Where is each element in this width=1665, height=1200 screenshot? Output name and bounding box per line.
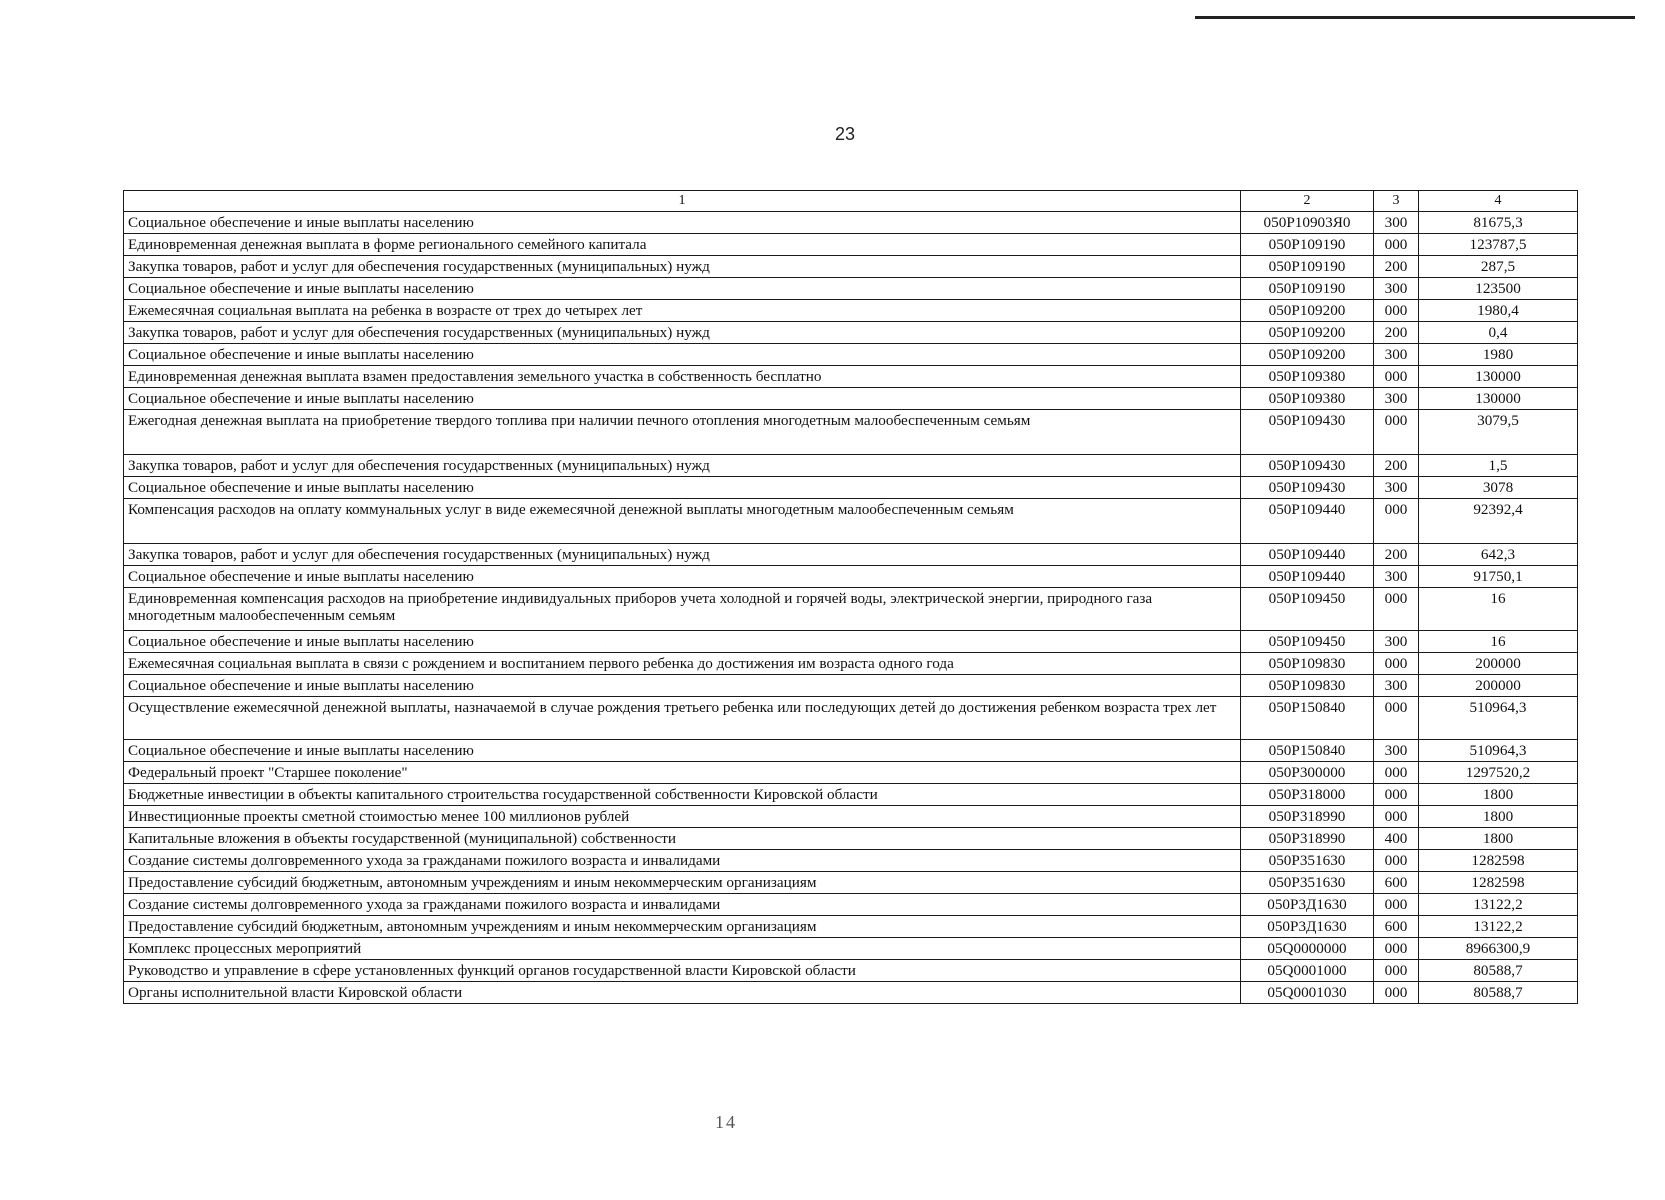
table-row [124,828,1578,850]
row-name-cell: Органы исполнительной власти Кировской области [124,982,1241,1004]
table-row [124,300,1578,322]
row-vr-cell: 300 [1374,278,1419,300]
table-row [124,850,1578,872]
row-name-cell: Единовременная денежная выплата в форме регионального семейного капитала [124,234,1241,256]
row-code-cell: 050P109440 [1241,499,1374,544]
table-row [124,455,1578,477]
row-vr-cell: 200 [1374,455,1419,477]
row-name-cell: Закупка товаров, работ и услуг для обеспечения государственных (муниципальных) нужд [124,455,1241,477]
row-sum-cell: 130000 [1419,366,1578,388]
table-row [124,762,1578,784]
row-code-cell: 050P10903Я0 [1241,212,1374,234]
table-row [124,588,1578,631]
table-row [124,366,1578,388]
row-vr-cell: 000 [1374,806,1419,828]
row-name-cell: Социальное обеспечение и иные выплаты населению [124,631,1241,653]
row-vr-cell: 300 [1374,740,1419,762]
table-row [124,872,1578,894]
row-code-cell: 050P150840 [1241,740,1374,762]
row-sum-cell: 1800 [1419,784,1578,806]
row-sum-cell: 1297520,2 [1419,762,1578,784]
table-row [124,697,1578,740]
table-row [124,566,1578,588]
row-vr-cell: 200 [1374,256,1419,278]
row-vr-cell: 000 [1374,938,1419,960]
row-name-cell: Предоставление субсидий бюджетным, автономным учреждениям и иным некоммерческим организациям [124,916,1241,938]
row-sum-cell: 13122,2 [1419,916,1578,938]
row-code-cell: 050P351630 [1241,872,1374,894]
row-name-cell: Создание системы долговременного ухода за гражданами пожилого возраста и инвалидами [124,894,1241,916]
row-name-cell: Ежемесячная социальная выплата на ребенка в возрасте от трех до четырех лет [124,300,1241,322]
row-name-cell: Предоставление субсидий бюджетным, автономным учреждениям и иным некоммерческим организациям [124,872,1241,894]
row-sum-cell: 3078 [1419,477,1578,499]
row-code-cell: 050P109190 [1241,278,1374,300]
row-vr-cell: 000 [1374,366,1419,388]
row-name-cell: Ежегодная денежная выплата на приобретение твердого топлива при наличии печного отопления многодетным малообеспеченным семьям [124,410,1241,455]
row-sum-cell: 510964,3 [1419,697,1578,740]
row-name-cell: Руководство и управление в сфере установленных функций органов государственной власти Кировской области [124,960,1241,982]
row-code-cell: 050P109190 [1241,234,1374,256]
row-code-cell: 050P109380 [1241,388,1374,410]
row-name-cell: Создание системы долговременного ухода за гражданами пожилого возраста и инвалидами [124,850,1241,872]
table-row [124,344,1578,366]
row-vr-cell: 000 [1374,960,1419,982]
footer-page-mark: 14 [715,1112,737,1132]
row-name-cell: Инвестиционные проекты сметной стоимостью менее 100 миллионов рублей [124,806,1241,828]
top-rule [1195,16,1635,19]
row-code-cell: 050P3Д1630 [1241,894,1374,916]
row-sum-cell: 1800 [1419,806,1578,828]
row-sum-cell: 16 [1419,631,1578,653]
row-name-cell: Закупка товаров, работ и услуг для обеспечения государственных (муниципальных) нужд [124,544,1241,566]
row-name-cell: Социальное обеспечение и иные выплаты населению [124,388,1241,410]
row-name-cell: Социальное обеспечение и иные выплаты населению [124,740,1241,762]
table-row [124,740,1578,762]
row-sum-cell: 16 [1419,588,1578,631]
row-code-cell: 050P318990 [1241,806,1374,828]
row-sum-cell: 1282598 [1419,850,1578,872]
table-row [124,784,1578,806]
header-col-1: 1 [124,191,1241,212]
row-sum-cell: 1,5 [1419,455,1578,477]
row-code-cell: 050P109830 [1241,653,1374,675]
row-vr-cell: 300 [1374,566,1419,588]
header-col-4: 4 [1419,191,1578,212]
page-number: 23 [834,124,856,144]
table-row [124,322,1578,344]
row-code-cell: 050P109830 [1241,675,1374,697]
row-vr-cell: 000 [1374,499,1419,544]
row-vr-cell: 000 [1374,653,1419,675]
row-name-cell: Бюджетные инвестиции в объекты капитального строительства государственной собственности Кировской области [124,784,1241,806]
row-sum-cell: 1980 [1419,344,1578,366]
row-code-cell: 050P109200 [1241,322,1374,344]
table-body [124,212,1578,1004]
row-name-cell: Капитальные вложения в объекты государственной (муниципальной) собственности [124,828,1241,850]
table-row [124,806,1578,828]
header-col-2: 2 [1241,191,1374,212]
row-vr-cell: 000 [1374,850,1419,872]
row-code-cell: 050P318000 [1241,784,1374,806]
row-sum-cell: 91750,1 [1419,566,1578,588]
row-vr-cell: 000 [1374,410,1419,455]
row-vr-cell: 300 [1374,675,1419,697]
row-code-cell: 050P109430 [1241,455,1374,477]
row-vr-cell: 000 [1374,982,1419,1004]
row-sum-cell: 1980,4 [1419,300,1578,322]
row-vr-cell: 200 [1374,544,1419,566]
row-code-cell: 050P109430 [1241,477,1374,499]
row-vr-cell: 300 [1374,388,1419,410]
row-sum-cell: 80588,7 [1419,960,1578,982]
row-sum-cell: 3079,5 [1419,410,1578,455]
row-sum-cell: 123787,5 [1419,234,1578,256]
row-sum-cell: 80588,7 [1419,982,1578,1004]
row-sum-cell: 0,4 [1419,322,1578,344]
table-row [124,960,1578,982]
row-name-cell: Комплекс процессных мероприятий [124,938,1241,960]
row-code-cell: 050P109450 [1241,631,1374,653]
row-sum-cell: 8966300,9 [1419,938,1578,960]
row-name-cell: Социальное обеспечение и иные выплаты населению [124,344,1241,366]
row-code-cell: 050P3Д1630 [1241,916,1374,938]
row-code-cell: 050P109380 [1241,366,1374,388]
row-sum-cell: 510964,3 [1419,740,1578,762]
row-sum-cell: 92392,4 [1419,499,1578,544]
row-code-cell: 050P109440 [1241,544,1374,566]
row-vr-cell: 600 [1374,872,1419,894]
row-sum-cell: 81675,3 [1419,212,1578,234]
row-code-cell: 050P318990 [1241,828,1374,850]
row-vr-cell: 000 [1374,300,1419,322]
row-code-cell: 050P150840 [1241,697,1374,740]
row-name-cell: Социальное обеспечение и иные выплаты населению [124,212,1241,234]
table-row [124,982,1578,1004]
row-vr-cell: 000 [1374,894,1419,916]
table-row [124,234,1578,256]
row-name-cell: Социальное обеспечение и иные выплаты населению [124,477,1241,499]
row-sum-cell: 200000 [1419,675,1578,697]
row-vr-cell: 000 [1374,784,1419,806]
row-sum-cell: 1800 [1419,828,1578,850]
row-code-cell: 050P109190 [1241,256,1374,278]
row-vr-cell: 300 [1374,477,1419,499]
header-col-3: 3 [1374,191,1419,212]
row-vr-cell: 200 [1374,322,1419,344]
budget-table [123,190,1578,1004]
row-sum-cell: 123500 [1419,278,1578,300]
row-name-cell: Компенсация расходов на оплату коммунальных услуг в виде ежемесячной денежной выплаты многодетным малообеспеченным семьям [124,499,1241,544]
row-code-cell: 050P109200 [1241,344,1374,366]
row-vr-cell: 000 [1374,588,1419,631]
row-vr-cell: 000 [1374,762,1419,784]
row-sum-cell: 1282598 [1419,872,1578,894]
row-name-cell: Федеральный проект "Старшее поколение" [124,762,1241,784]
row-vr-cell: 400 [1374,828,1419,850]
table-row [124,388,1578,410]
row-sum-cell: 13122,2 [1419,894,1578,916]
row-code-cell: 050P351630 [1241,850,1374,872]
row-name-cell: Социальное обеспечение и иные выплаты населению [124,675,1241,697]
table-row [124,477,1578,499]
row-code-cell: 050P109440 [1241,566,1374,588]
row-code-cell: 050P109450 [1241,588,1374,631]
row-vr-cell: 300 [1374,631,1419,653]
table-row [124,938,1578,960]
row-vr-cell: 000 [1374,234,1419,256]
row-sum-cell: 287,5 [1419,256,1578,278]
row-code-cell: 05Q0001030 [1241,982,1374,1004]
table-row [124,894,1578,916]
table-row [124,499,1578,544]
row-sum-cell: 130000 [1419,388,1578,410]
row-name-cell: Закупка товаров, работ и услуг для обеспечения государственных (муниципальных) нужд [124,322,1241,344]
table-row [124,212,1578,234]
row-code-cell: 050P109430 [1241,410,1374,455]
table-row [124,278,1578,300]
row-vr-cell: 300 [1374,212,1419,234]
row-name-cell: Осуществление ежемесячной денежной выплаты, назначаемой в случае рождения третьего ребенка или последующих детей до достижения ребенком возраста трех лет [124,697,1241,740]
row-vr-cell: 600 [1374,916,1419,938]
row-code-cell: 05Q0000000 [1241,938,1374,960]
row-name-cell: Закупка товаров, работ и услуг для обеспечения государственных (муниципальных) нужд [124,256,1241,278]
table-row [124,256,1578,278]
row-name-cell: Социальное обеспечение и иные выплаты населению [124,278,1241,300]
row-sum-cell: 200000 [1419,653,1578,675]
row-name-cell: Единовременная денежная выплата взамен предоставления земельного участка в собственность бесплатно [124,366,1241,388]
row-name-cell: Ежемесячная социальная выплата в связи с рождением и воспитанием первого ребенка до достижения им возраста одного года [124,653,1241,675]
table-header-row [124,191,1578,212]
row-vr-cell: 300 [1374,344,1419,366]
row-code-cell: 050P300000 [1241,762,1374,784]
table-row [124,653,1578,675]
table-row [124,916,1578,938]
row-sum-cell: 642,3 [1419,544,1578,566]
table-row [124,410,1578,455]
row-code-cell: 050P109200 [1241,300,1374,322]
row-name-cell: Социальное обеспечение и иные выплаты населению [124,566,1241,588]
row-name-cell: Единовременная компенсация расходов на приобретение индивидуальных приборов учета холодной и горячей воды, электрической энергии, природного газа многодетным малообеспеченным семьям [124,588,1241,631]
table-row [124,675,1578,697]
table-row [124,631,1578,653]
table-row [124,544,1578,566]
row-code-cell: 05Q0001000 [1241,960,1374,982]
row-vr-cell: 000 [1374,697,1419,740]
